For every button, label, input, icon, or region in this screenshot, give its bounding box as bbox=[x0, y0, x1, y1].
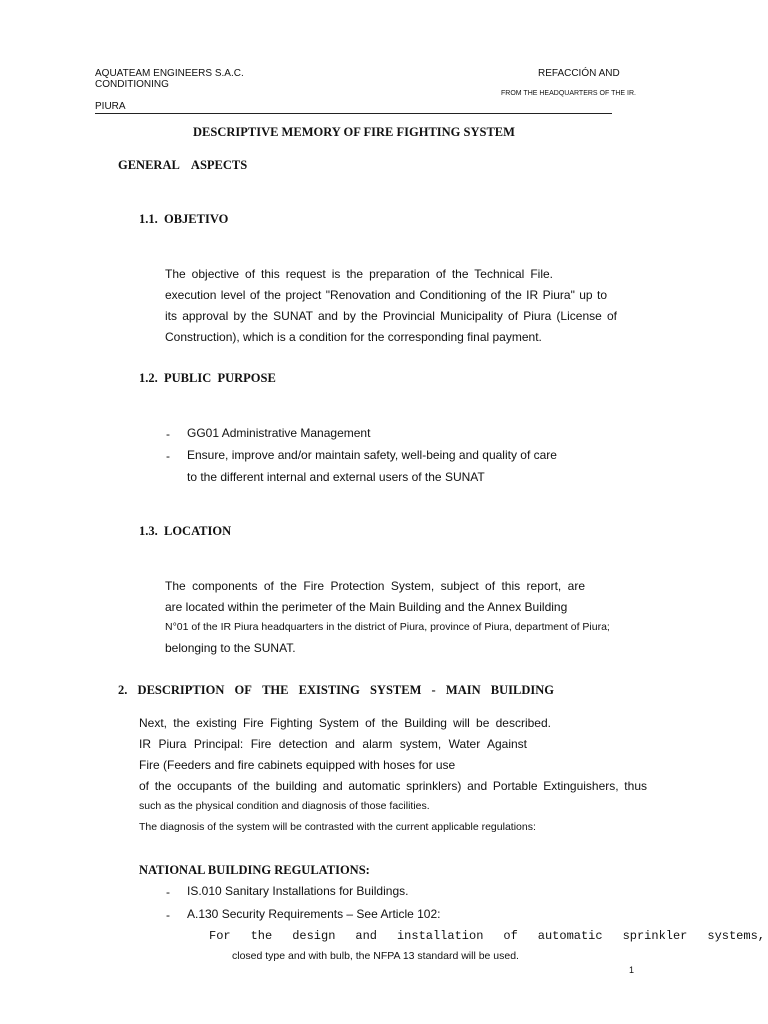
bullet-marker: - bbox=[166, 449, 170, 463]
header-rule bbox=[95, 113, 612, 114]
header-right-bottom: FROM THE HEADQUARTERS OF THE IR. bbox=[501, 90, 636, 97]
sprinkler-mono-line: For the design and installation of automatic sprinkler systems, bbox=[209, 929, 765, 943]
regulation-bullet-1: IS.010 Sanitary Installations for Buildings. bbox=[187, 884, 409, 898]
section-2-heading: 2. DESCRIPTION OF THE EXISTING SYSTEM - MAIN BUILDING bbox=[118, 683, 554, 697]
header-company: AQUATEAM ENGINEERS S.A.C. bbox=[95, 68, 244, 79]
section-1-3-heading: 1.3. LOCATION bbox=[139, 524, 232, 538]
bullet-marker: - bbox=[166, 908, 170, 922]
description-line-3: Fire (Feeders and fire cabinets equipped with hoses for use bbox=[139, 758, 456, 772]
regulation-bullet-2: A.130 Security Requirements – See Article 102: bbox=[187, 907, 441, 921]
header-city: PIURA bbox=[95, 101, 126, 112]
description-line-4: of the occupants of the building and automatic sprinklers) and Portable Extinguishers, thus bbox=[139, 779, 647, 793]
location-line-3: N°01 of the IR Piura headquarters in the district of Piura, province of Piura, department of Piura; bbox=[165, 621, 610, 633]
bullet-marker: - bbox=[166, 885, 170, 899]
regulations-heading: NATIONAL BUILDING REGULATIONS: bbox=[139, 863, 370, 877]
section-1-1-heading: 1.1. OBJETIVO bbox=[139, 212, 229, 226]
description-line-6: The diagnosis of the system will be contrasted with the current applicable regulations: bbox=[139, 821, 536, 833]
document-title: DESCRIPTIVE MEMORY OF FIRE FIGHTING SYSTEM bbox=[193, 125, 515, 139]
objective-line-2: execution level of the project "Renovation and Conditioning of the IR Piura" up to bbox=[165, 288, 607, 302]
purpose-bullet-1: GG01 Administrative Management bbox=[187, 426, 371, 440]
location-line-4: belonging to the SUNAT. bbox=[165, 641, 296, 655]
page-number: 1 bbox=[629, 965, 635, 975]
objective-line-4: Construction), which is a condition for the corresponding final payment. bbox=[165, 330, 542, 344]
bullet-marker: - bbox=[166, 427, 170, 441]
description-line-5: such as the physical condition and diagnosis of those facilities. bbox=[139, 800, 430, 812]
location-line-1: The components of the Fire Protection System, subject of this report, are bbox=[165, 579, 585, 593]
general-aspects-heading: GENERAL ASPECTS bbox=[118, 158, 248, 172]
sprinkler-last-line: closed type and with bulb, the NFPA 13 standard will be used. bbox=[232, 950, 519, 962]
purpose-continuation: to the different internal and external users of the SUNAT bbox=[187, 470, 485, 484]
description-line-2: IR Piura Principal: Fire detection and alarm system, Water Against bbox=[139, 737, 527, 751]
purpose-bullet-2: Ensure, improve and/or maintain safety, well-being and quality of care bbox=[187, 448, 557, 462]
objective-line-3: its approval by the SUNAT and by the Provincial Municipality of Piura (License of bbox=[165, 309, 617, 323]
objective-line-1: The objective of this request is the preparation of the Technical File. bbox=[165, 267, 553, 281]
section-1-2-heading: 1.2. PUBLIC PURPOSE bbox=[139, 371, 276, 385]
header-right-top: REFACCIÓN AND bbox=[538, 68, 620, 79]
header-conditioning: CONDITIONING bbox=[95, 79, 169, 90]
location-line-2: are located within the perimeter of the Main Building and the Annex Building bbox=[165, 600, 568, 614]
description-line-1: Next, the existing Fire Fighting System of the Building will be described. bbox=[139, 716, 551, 730]
